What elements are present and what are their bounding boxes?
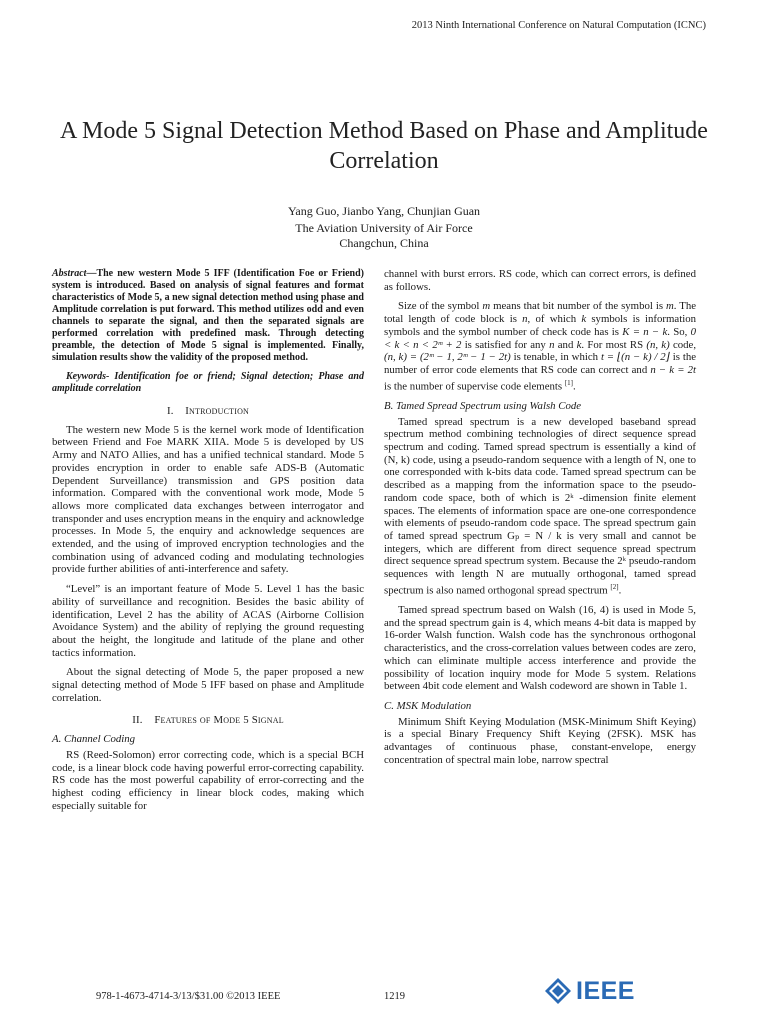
ieee-logo <box>544 976 644 1006</box>
author-location: Changchun, China <box>339 236 429 250</box>
right-column <box>384 268 696 774</box>
section-heading-introduction <box>52 405 364 418</box>
citation-2: [2] <box>610 582 619 591</box>
conference-header: 2013 Ninth International Conference on Natural Computation (ICNC) <box>411 20 706 31</box>
abstract <box>52 268 364 364</box>
section-number: I. <box>166 405 174 417</box>
abstract-text: —The new western Mode 5 IFF (Identification Foe or Friend) system is introduced. Based on analysis of signal features and format characteristics of Mode 5, a new signal detection method using phase and Amplitude correlation is put forward. This method utilizes odd and even channels to separate the signal, and then the separated signals are performed correlation with predefined mask. Through detecting preamble, the detection of Mode 5 signal is implemented. Finally, simulation results show the validity of the proposed method. <box>52 268 364 363</box>
section-heading-features <box>52 714 364 727</box>
section-title: Introduction <box>185 405 250 417</box>
tamed-spread-paragraph-1: Tamed spread spectrum is a new developed baseband spread spectrum method combining technologies of direct sequence spread spectrum and coding. Tamed spread spectrum is essentially a kind of (N, k) code, using a pseudo-random sequence with a length of N, one to one corresponded with k-bits data code. Tamed spread spectrum can be described as a mapping from the information space to the pseudo-random code space, both of which is 2ᵏ -dimension finite element spaces. The elements of information space are one-one correspondence with elements of pseudo-random code space. The spread spectrum gain of tamed spread spectrum Gₚ = N / k is very small and cannot be integers, which are different from direct sequence spread spectrum direct sequence spread spectrum system. Because the 2ᵏ pseudo-random sequences with length N are mutually orthogonal, tamed spread spectrum is also named orthogonal spread spectrum [2]. <box>384 415 696 597</box>
intro-paragraph-3: About the signal detecting of Mode 5, the paper proposed a new signal detecting method of Mode 5 IFF based on phase and Amplitude correlation. <box>52 666 364 704</box>
subsection-msk-modulation: C. MSK Modulation <box>384 699 472 712</box>
author-names: Yang Guo, Jianbo Yang, Chunjian Guan <box>287 204 481 218</box>
section-title: Features of Mode 5 Signal <box>154 714 284 727</box>
abstract-label: Abstract <box>52 268 87 279</box>
section-number: II. <box>132 714 143 727</box>
subsection-tamed-spread-spectrum: B. Tamed Spread Spectrum using Walsh Code <box>384 399 582 412</box>
intro-paragraph-1: The western new Mode 5 is the kernel work mode of Identification between Friend and Foe MARK XIIA. Mode 5 is developed by US Army and NATO Allies, and has a unified technical standard. Mode 5 provides encryption in order to enable safe ADS-B (Automatic Dependent Surveillance) transmission and GPS position data information. Compared with the conventional work mode, Mode 5 allows more complicated data exchanges between interrogator and transponder and uses encryption means in the enquiry and acknowledge processes. In Mode 5, the enquiry and acknowledge sequences are extended, and the using of improved encryption technologies and the combination using of advanced coding and modulating technologies provide further abilities of anti-interference and safety. <box>52 423 364 576</box>
author-block <box>0 204 768 251</box>
subsection-channel-coding: A. Channel Coding <box>52 733 136 746</box>
ieee-diamond-icon <box>544 977 572 1005</box>
left-column <box>52 268 364 819</box>
ieee-logo-text: IEEE <box>576 976 635 1005</box>
citation-1: [1] <box>564 378 573 387</box>
rs-intro-paragraph: channel with burst errors. RS code, which can correct errors, is defined as follows. <box>384 268 696 293</box>
msk-paragraph: Minimum Shift Keying Modulation (MSK-Minimum Shift Keying) is a special Binary Frequency Shift Keying (2FSK). MSK has advantages of continuous phase, constant-envelope, energy concentration of spectral main lobe, narrow spectral <box>384 715 696 766</box>
rs-definition-paragraph: Size of the symbol m means that bit number of the symbol is m. The total length of code block is n, of which k symbols is information symbols and the symbol number of check code has is K = n − k. So, 0 < k < n < 2ᵐ + 2 is satisfied for any n and k. For most RS (n, k) code, (n, k) = (2ᵐ − 1, 2ᵐ − 1 − 2t) is tenable, in which t = ⌊(n − k) / 2⌋ is the number of error code elements that RS code can correct and n − k = 2t is the number of supervise code elements [1]. <box>384 300 697 393</box>
page-number: 1219 <box>384 991 405 1002</box>
intro-paragraph-2: “Level” is an important feature of Mode 5. Level 1 has the basic ability of surveillance and recognition. Besides the basic ability of identification, Level 2 has the ability of ACAS (Airborne Collision Avoidance System) and the ability of replying the ground requesting about the height, the longitude and latitude of the plane and other tactics information. <box>52 583 364 659</box>
keywords: Keywords- Identification foe or friend; Signal detection; Phase and amplitude correlation <box>52 371 364 394</box>
channel-coding-paragraph: RS (Reed-Solomon) error correcting code, which is a special BCH code, is a linear block code having powerful error-correcting capability. RS code has the most powerful capability of error-correcting and the highest coding efficiency in linear block codes, making which especially suitable for <box>52 748 364 812</box>
paper-title: A Mode 5 Signal Detection Method Based on Phase and Amplitude Correlation <box>60 118 708 174</box>
author-affiliation: The Aviation University of Air Force <box>295 221 473 235</box>
footer-isbn: 978-1-4673-4714-3/13/$31.00 ©2013 IEEE <box>96 991 281 1002</box>
tamed-spread-paragraph-2: Tamed spread spectrum based on Walsh (16, 4) is used in Mode 5, and the spread spectrum gain is 4, which means 4-bit data is mapped by 16-order Walsh function. Walsh code has the synchronous orthogonal characteristics, and the cross-correlation values between codes are zero, which can eliminate multiple access interference and provide the possibility of location inquiry mode for Mode 5 system. Relations between 4bit code element and Walsh codeword are shown in Table 1. <box>384 604 696 693</box>
